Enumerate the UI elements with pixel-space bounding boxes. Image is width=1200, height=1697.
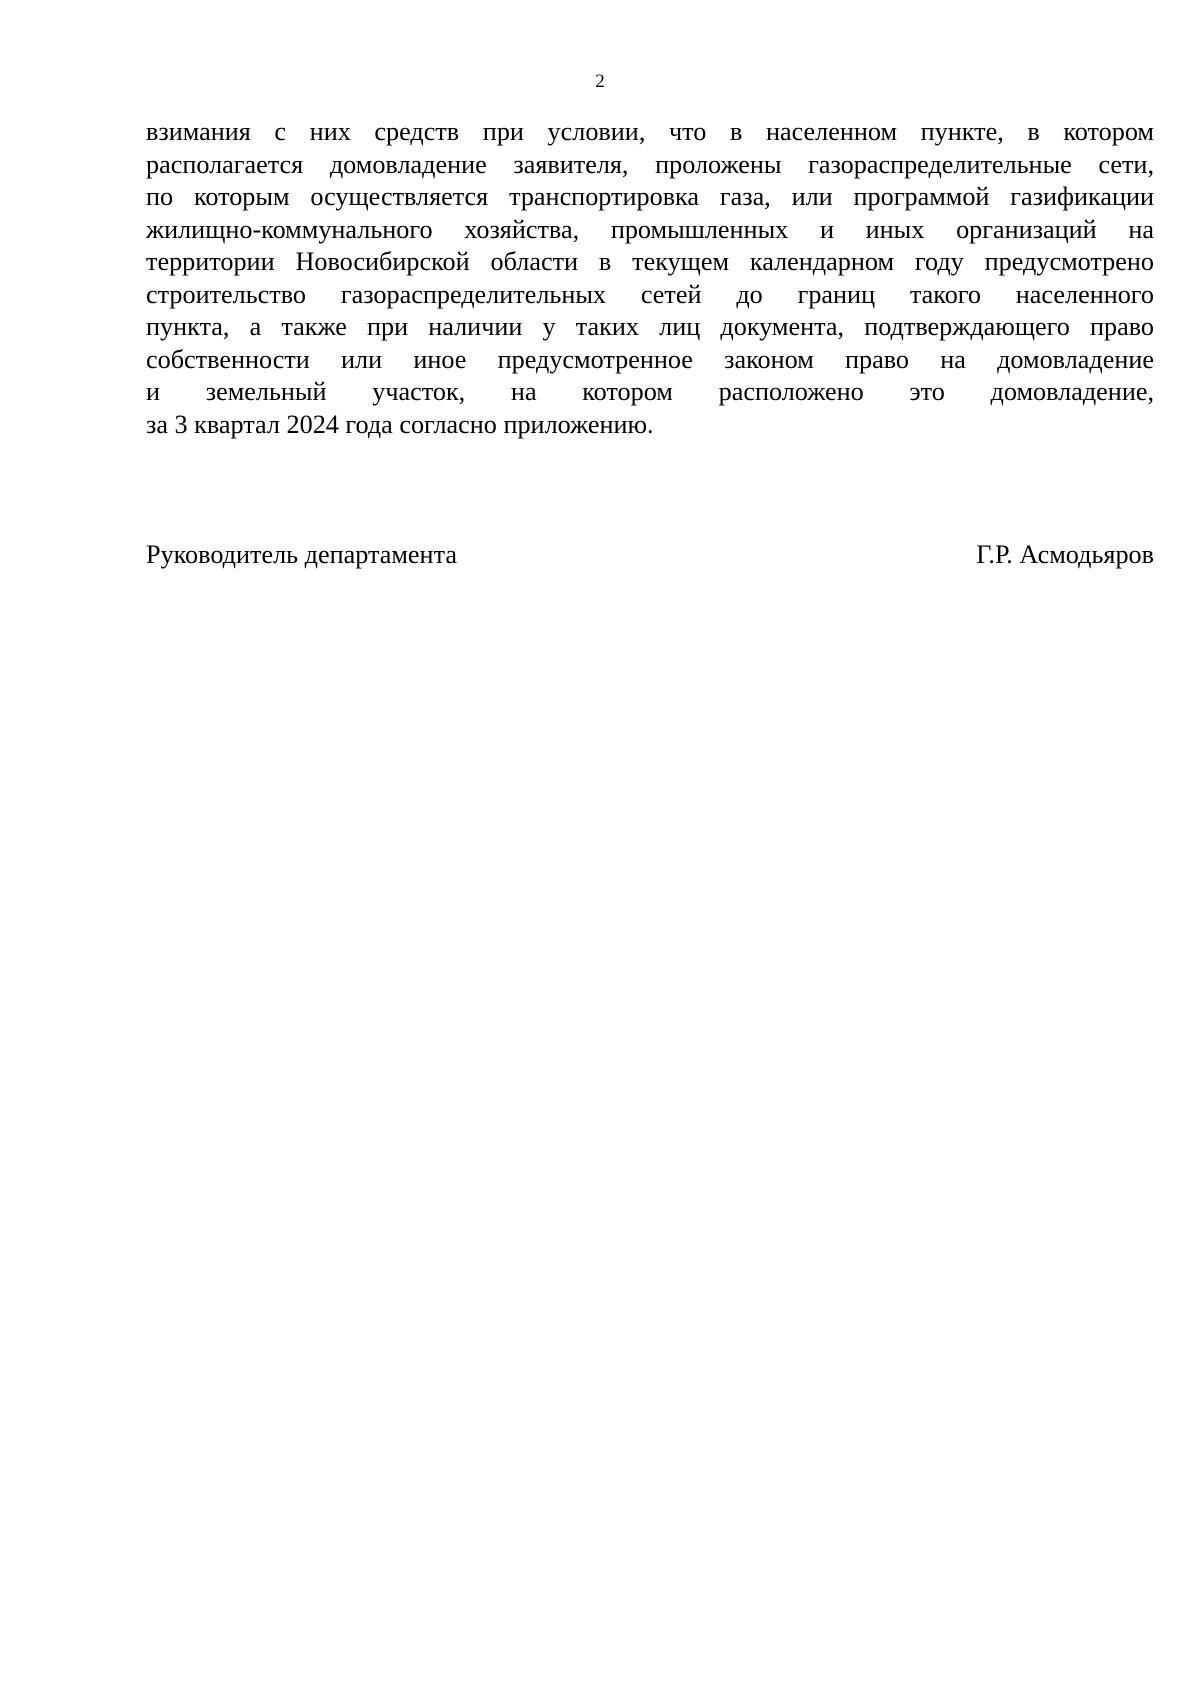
paragraph-line: и земельный участок, на котором расположено это домовладение, bbox=[146, 377, 1154, 406]
paragraph-line: располагается домовладение заявителя, проложены газораспределительные сети, bbox=[146, 149, 1154, 179]
signature-block bbox=[146, 538, 1154, 572]
signatory-position: Руководитель департамента bbox=[146, 540, 457, 569]
paragraph-line: жилищно-коммунального хозяйства, промышленных и иных организаций на bbox=[146, 214, 1154, 244]
paragraph-line: собственности или иное предусмотренное законом право на домовладение bbox=[146, 344, 1154, 374]
paragraph-line: территории Новосибирской области в текущем календарном году предусмотрено bbox=[146, 247, 1154, 276]
signatory-name: Г.Р. Асмодьяров bbox=[976, 540, 1154, 569]
paragraph-line: по которым осуществляется транспортировка газа, или программой газификации bbox=[146, 182, 1154, 211]
paragraph-line: строительство газораспределительных сетей до границ такого населенного bbox=[146, 279, 1154, 309]
paragraph-line: взимания с них средств при условии, что в населенном пункте, в котором bbox=[146, 117, 1154, 146]
paragraph-line: пункта, а также при наличии у таких лиц документа, подтверждающего право bbox=[146, 312, 1154, 341]
body-paragraph bbox=[146, 116, 1154, 441]
paragraph-line: за 3 квартал 2024 года согласно приложению. bbox=[146, 409, 654, 439]
page-number: 2 bbox=[595, 71, 605, 92]
